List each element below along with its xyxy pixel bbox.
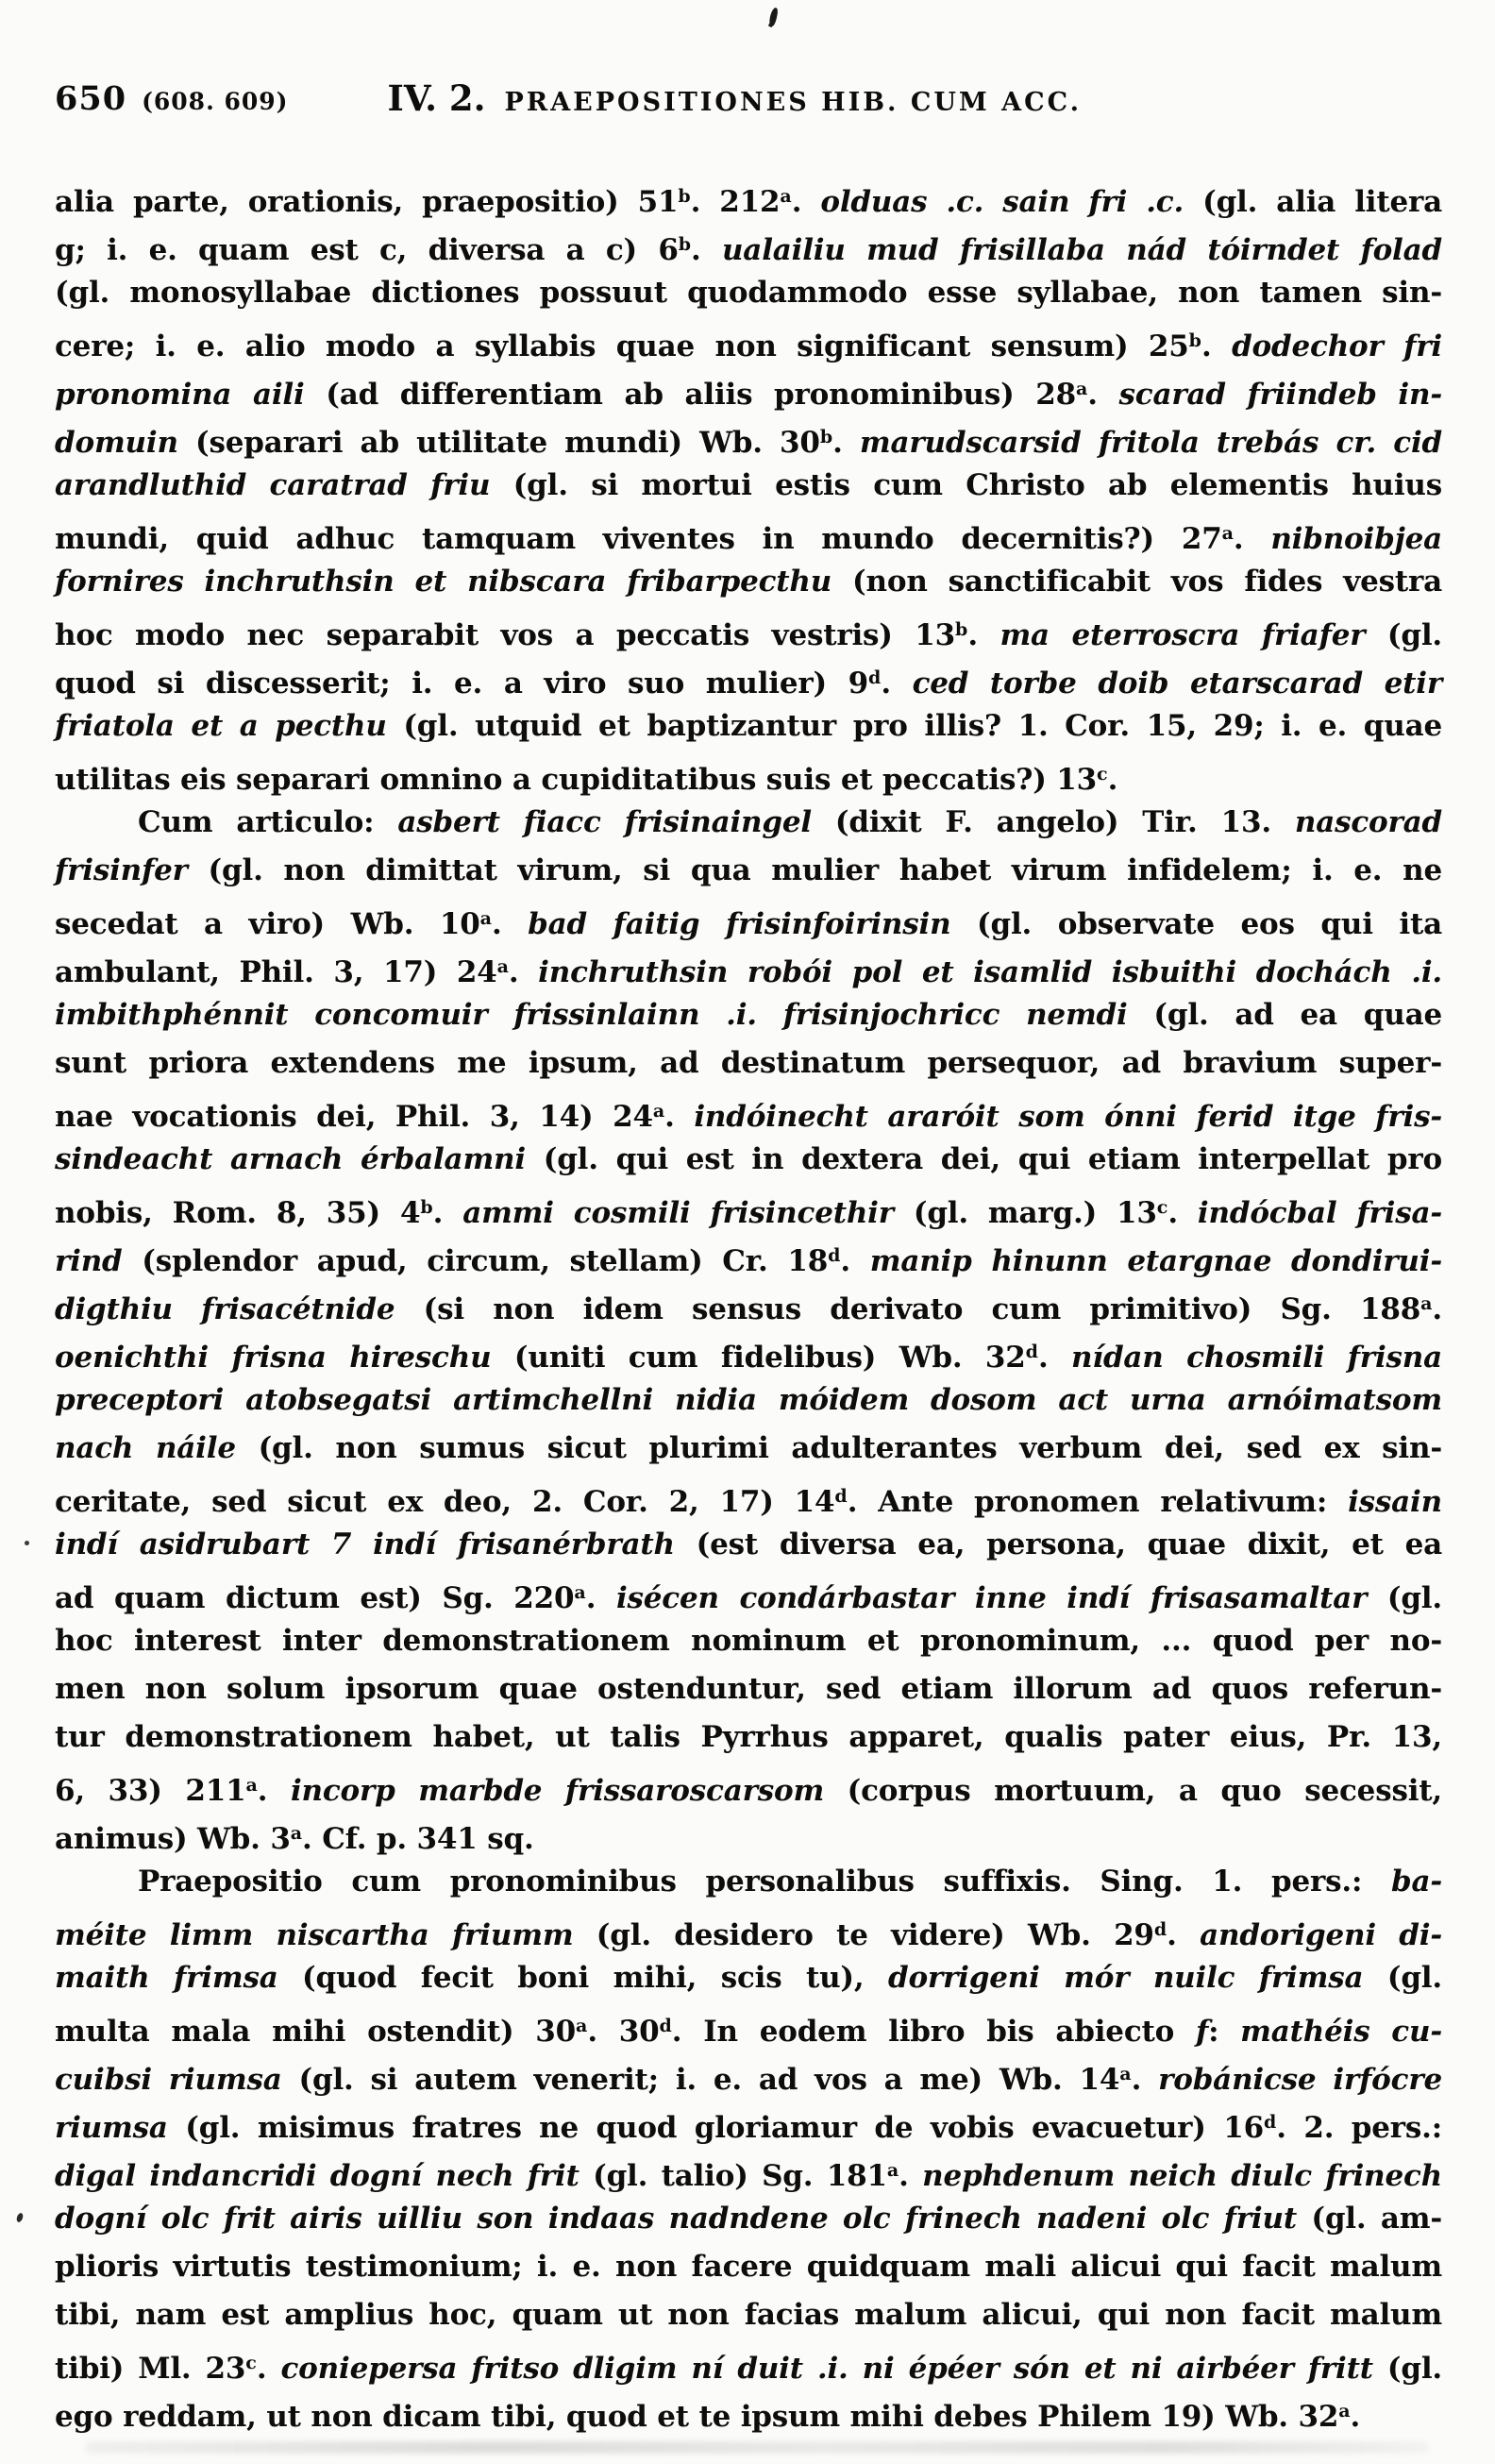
irish-phrase: inchruthsin robói pol et isamlid isbuithi dochách .i. <box>538 955 1443 989</box>
irish-phrase: olduas .c. sain fri .c. <box>820 185 1184 219</box>
latin-text: (gl. <box>1372 2352 1442 2386</box>
text-block <box>55 173 1442 2436</box>
text-line <box>55 1521 1442 1569</box>
folio-superscript: b <box>678 234 692 255</box>
irish-phrase: méite limm niscartha friumm <box>55 1918 574 1952</box>
irish-phrase: ba- <box>1390 1865 1442 1899</box>
latin-text: . <box>1432 1292 1442 1326</box>
text-line <box>55 1713 1442 1762</box>
folio-superscript: a <box>496 956 509 977</box>
latin-text: (gl. utquid et baptizantur pro illis? 1. Cor. 15, 29; i. e. quae <box>386 709 1442 743</box>
latin-text: . 212 <box>690 185 781 219</box>
text-line <box>55 2099 1442 2147</box>
text-line <box>55 510 1442 558</box>
irish-phrase: nach náile <box>55 1431 236 1465</box>
irish-phrase: sindeacht arnach érbalamni <box>55 1142 526 1176</box>
latin-text: (est diversa ea, persona, quae dixit, et ea <box>674 1527 1442 1561</box>
latin-text: (gl. monosyllabae dictiones possuut quodammodo esse syllabae, non tamen sin- <box>55 276 1442 310</box>
latin-text: secedat a viro) Wb. 10 <box>55 907 480 941</box>
latin-text: (gl. <box>1363 1961 1442 1995</box>
irish-phrase: fornires inchruthsin et nibscara fribarpecthu <box>55 565 832 599</box>
running-header <box>55 79 1442 127</box>
latin-text: (gl. misimus fratres ne quod gloriamur de vobis evacuetur) 16 <box>167 2111 1264 2145</box>
latin-text: (uniti cum fidelibus) Wb. 32 <box>491 1341 1026 1375</box>
irish-phrase: isécen condárbastar inne indí frisasamaltar <box>615 1581 1368 1615</box>
latin-text: . <box>432 1196 463 1230</box>
latin-text: plioris virtutis testimonium; i. e. non facere quidquam mali alicui qui facit malum <box>55 2250 1442 2284</box>
latin-text: . <box>791 185 821 219</box>
folio-superscript: a <box>652 1101 665 1122</box>
text-line <box>55 1184 1442 1232</box>
irish-phrase: cuibsi riumsa <box>55 2063 282 2097</box>
latin-text: . <box>664 1100 695 1134</box>
text-line <box>55 799 1442 847</box>
latin-text: . <box>832 426 860 460</box>
latin-text: g; i. e. quam est c, diversa a c) 6 <box>55 233 679 267</box>
irish-phrase: scarad friindeb in- <box>1118 378 1443 412</box>
folio-superscript: d <box>834 1486 848 1507</box>
latin-text: . <box>1167 1918 1201 1952</box>
latin-text: ceritate, sed sicut ex deo, 2. Cor. 2, 17) 14 <box>55 1485 835 1519</box>
folio-superscript: d <box>868 667 882 688</box>
folio-superscript: c <box>1097 764 1108 785</box>
ink-speck-top <box>768 7 779 26</box>
irish-phrase: mathéis cu- <box>1240 2015 1442 2049</box>
latin-text: . <box>1350 2400 1361 2434</box>
text-line <box>55 1858 1442 1906</box>
latin-text: (gl. am- <box>1296 2202 1443 2236</box>
text-line <box>55 2339 1442 2388</box>
folio-superscript: a <box>479 908 492 929</box>
irish-phrase: domuin <box>55 426 178 460</box>
latin-text: cere; i. e. alio modo a syllabis quae non significant sensum) 25 <box>55 329 1189 363</box>
irish-phrase: nibnoibjea <box>1270 522 1443 556</box>
irish-phrase: indóinecht araróit som ónni ferid itge fris- <box>694 1100 1442 1134</box>
ink-speck-left-margin-2 <box>25 1541 29 1545</box>
irish-phrase: oenichthi frisna hireschu <box>55 1341 492 1375</box>
latin-text: (separari ab utilitate mundi) Wb. 30 <box>177 426 820 460</box>
text-line <box>55 173 1442 221</box>
latin-text: . <box>840 1244 870 1278</box>
folio-superscript: a <box>886 2160 899 2181</box>
text-line <box>55 1617 1442 1665</box>
text-line <box>55 1088 1442 1136</box>
latin-text: . <box>508 955 539 989</box>
text-line <box>55 221 1442 269</box>
section-number: IV. 2. <box>387 77 486 119</box>
irish-phrase: preceptori atobsegatsi artimchellni nidia móidem dosom act urna arnóimatsom <box>55 1383 1442 1417</box>
latin-text: (gl. si autem venerit; i. e. ad vos a me) Wb. 14 <box>281 2063 1120 2097</box>
irish-phrase: andorigeni di- <box>1200 1918 1442 1952</box>
text-line <box>55 462 1442 510</box>
latin-text: 6, 33) 211 <box>55 1774 246 1808</box>
irish-phrase: ma eterroscra friafer <box>999 618 1366 652</box>
text-line <box>55 1665 1442 1713</box>
latin-text: ego reddam, ut non dicam tibi, quod et te ipsum mihi debes Philem 19) Wb. 32 <box>55 2400 1339 2434</box>
irish-phrase: pronomina aili <box>55 378 305 412</box>
text-line <box>55 654 1442 702</box>
latin-text: (gl. non dimittat virum, si qua mulier habet virum infidelem; i. e. ne <box>187 853 1442 887</box>
latin-text: ambulant, Phil. 3, 17) 24 <box>55 955 497 989</box>
irish-phrase: indócbal frisa- <box>1197 1196 1443 1230</box>
folio-superscript: d <box>1263 2112 1277 2133</box>
folio-superscript: a <box>1420 1293 1433 1314</box>
text-line <box>55 269 1442 317</box>
text-line <box>55 751 1442 799</box>
irish-phrase: frisinfer <box>55 853 188 887</box>
latin-text: alia parte, orationis, praepositio) 51 <box>55 185 679 219</box>
latin-text: . <box>881 667 913 700</box>
text-line <box>55 847 1442 895</box>
page-number: 650 <box>55 79 127 118</box>
latin-text: . <box>967 618 1000 652</box>
irish-phrase: ualailiu mud frisillaba nád tóirndet folad <box>721 233 1442 267</box>
folio-superscript: b <box>678 186 691 207</box>
text-line <box>55 2291 1442 2339</box>
latin-text: (gl. talio) Sg. 181 <box>579 2159 887 2193</box>
folio-superscript: a <box>1075 379 1088 399</box>
text-line <box>55 558 1442 606</box>
irish-phrase: issain <box>1348 1485 1442 1519</box>
folio-superscript: d <box>1153 1919 1167 1940</box>
latin-text: nae vocationis dei, Phil. 3, 14) 24 <box>55 1100 653 1134</box>
folio-superscript: d <box>828 1245 841 1266</box>
text-line <box>55 1232 1442 1280</box>
latin-text: (gl. <box>1367 1581 1442 1615</box>
folio-superscript: a <box>1119 2064 1132 2084</box>
latin-text: (gl. desidero te videre) Wb. 29 <box>573 1918 1154 1952</box>
irish-phrase: friatola et a pecthu <box>55 709 387 743</box>
ink-speck-left-margin <box>15 2212 24 2222</box>
text-line <box>55 2147 1442 2195</box>
latin-text: (non sanctificabit vos fides vestra <box>831 565 1442 599</box>
text-line <box>55 1376 1442 1425</box>
irish-phrase: indí asidrubart 7 indí frisanérbrath <box>55 1527 675 1561</box>
folio-superscript: b <box>420 1197 433 1218</box>
irish-phrase: asbert fiacc frisinaingel <box>397 805 812 839</box>
text-line <box>55 413 1442 462</box>
irish-phrase: imbithphénnit concomuir frissinlainn .i. frisinjochricc nemdi <box>55 998 1128 1032</box>
latin-text: sunt priora extendens me ipsum, ad destinatum persequor, ad bravium super- <box>55 1046 1442 1080</box>
irish-phrase: incorp marbde frissaroscarsom <box>290 1774 825 1808</box>
latin-text: (gl. <box>1365 618 1442 652</box>
irish-phrase: dodechor fri <box>1232 329 1443 363</box>
latin-text: tur demonstrationem habet, ut talis Pyrrhus apparet, qualis pater eius, Pr. 13, <box>55 1720 1442 1754</box>
latin-text: (corpus mortuum, a quo secessit, <box>824 1774 1442 1808</box>
latin-text: hoc interest inter demonstrationem nominum et pronominum, ... quod per no- <box>55 1624 1442 1658</box>
irish-phrase: digthiu frisacétnide <box>55 1292 395 1326</box>
latin-text: (si non idem sensus derivato cum primitivo) Sg. 188 <box>395 1292 1421 1326</box>
latin-text: mundi, quid adhuc tamquam viventes in mundo decernitis?) 27 <box>55 522 1222 556</box>
latin-text: (ad differentiam ab aliis pronominibus) 28 <box>304 378 1076 412</box>
latin-text: tibi) Ml. 23 <box>55 2352 246 2386</box>
text-line <box>55 895 1442 943</box>
text-line <box>55 1762 1442 1810</box>
latin-text: multa mala mihi ostendit) 30 <box>55 2015 577 2049</box>
parallel-page-numbers: (608. 609) <box>142 88 289 115</box>
folio-superscript: a <box>574 1582 586 1603</box>
latin-text: . <box>491 907 529 941</box>
irish-phrase: dorrigeni mór nuilc frimsa <box>887 1961 1364 1995</box>
latin-text: tibi, nam est amplius hoc, quam ut non facias malum alicui, qui non facit malum <box>55 2298 1442 2332</box>
latin-text: . In eodem libro bis abiecto <box>671 2015 1196 2049</box>
text-line <box>55 1039 1442 1088</box>
irish-phrase: coniepersa fritso dligim ní duit .i. ni épéer són et ni airbéer fritt <box>280 2352 1373 2386</box>
latin-text: . <box>585 1581 616 1615</box>
latin-text: (gl. si mortui estis cum Christo ab elementis huius <box>490 468 1442 502</box>
irish-phrase: nephdenum neich diulc frinech <box>922 2159 1443 2193</box>
folio-superscript: a <box>1221 523 1234 544</box>
latin-text: Praepositio cum pronominibus personalibus suffixis. Sing. 1. pers.: <box>138 1865 1391 1899</box>
latin-text: nobis, Rom. 8, 35) 4 <box>55 1196 421 1230</box>
text-line <box>55 365 1442 413</box>
latin-text: . <box>1087 378 1119 412</box>
folio-superscript: c <box>1156 1197 1168 1218</box>
irish-phrase: nídan chosmili frisna <box>1071 1341 1442 1375</box>
latin-text: . <box>1167 1196 1198 1230</box>
irish-phrase: ced torbe doib etarscarad etir <box>912 667 1442 700</box>
latin-text: (splendor apud, circum, stellam) Cr. 18 <box>122 1244 829 1278</box>
text-line <box>55 1280 1442 1328</box>
latin-text: animus) Wb. 3 <box>55 1822 291 1856</box>
folio-superscript: a <box>1338 2401 1351 2422</box>
text-line <box>55 2243 1442 2291</box>
latin-text: . <box>1107 763 1118 797</box>
latin-text: . <box>1037 1341 1072 1375</box>
text-line <box>55 1425 1442 1473</box>
irish-phrase: maith frimsa <box>55 1961 278 1995</box>
latin-text: . 30 <box>587 2015 660 2049</box>
latin-text: . Ante pronomen relativum: <box>847 1485 1349 1519</box>
irish-phrase: digal indancridi dogní nech frit <box>55 2159 580 2193</box>
latin-text: (dixit F. angelo) Tir. 13. <box>811 805 1295 839</box>
irish-phrase: f <box>1195 2015 1209 2049</box>
latin-text: quod si discesserit; i. e. a viro suo mulier) 9 <box>55 667 869 700</box>
latin-text: Cum articulo: <box>138 805 398 839</box>
scan-smudge-bottom <box>85 2441 1429 2454</box>
latin-text: . <box>899 2159 923 2193</box>
latin-text: (gl. alia litera <box>1184 185 1443 219</box>
folio-superscript: d <box>659 2016 672 2036</box>
text-line <box>55 2388 1442 2436</box>
irish-phrase: bad faitig frisinfoirinsin <box>528 907 951 941</box>
text-line <box>55 2002 1442 2051</box>
latin-text: men non solum ipsorum quae ostenduntur, sed etiam illorum ad quos referun- <box>55 1672 1442 1706</box>
text-line <box>55 1954 1442 2002</box>
text-line <box>55 2195 1442 2243</box>
latin-text: hoc modo nec separabit vos a peccatis vestris) 13 <box>55 618 956 652</box>
folio-superscript: b <box>955 619 968 640</box>
text-line <box>55 2051 1442 2099</box>
latin-text: . <box>1201 329 1233 363</box>
latin-text: . <box>1233 522 1271 556</box>
running-title-text: PRAEPOSITIONES HIB. CUM ACC. <box>504 88 1083 117</box>
latin-text: ad quam dictum est) Sg. 220 <box>55 1581 575 1615</box>
irish-phrase: arandluthid caratrad friu <box>55 468 491 502</box>
irish-phrase: robánicse irfócre <box>1158 2063 1442 2097</box>
folio-superscript: b <box>819 427 833 447</box>
folio-superscript: b <box>1188 330 1201 351</box>
folio-superscript: a <box>290 1823 303 1844</box>
latin-text: utilitas eis separari omnino a cupiditatibus suis et peccatis?) 13 <box>55 763 1097 797</box>
text-line <box>55 943 1442 991</box>
folio-superscript: a <box>245 1775 258 1796</box>
irish-phrase: nascorad <box>1294 805 1442 839</box>
latin-text: . 2. pers.: <box>1276 2111 1442 2145</box>
irish-phrase: rind <box>55 1244 123 1278</box>
latin-text: . <box>1131 2063 1159 2097</box>
irish-phrase: ammi cosmili frisincethir <box>462 1196 894 1230</box>
text-line <box>55 1569 1442 1617</box>
folio-superscript: d <box>1025 1342 1038 1362</box>
latin-text: . Cf. p. 341 sq. <box>302 1822 534 1856</box>
text-line <box>55 991 1442 1039</box>
latin-text: (quod fecit boni mihi, scis tu), <box>277 1961 888 1995</box>
running-title <box>388 77 1083 119</box>
latin-text: (gl. marg.) 13 <box>893 1196 1157 1230</box>
irish-phrase: dogní olc frit airis uilliu son indaas nadndene olc frinech nadeni olc friut <box>55 2202 1297 2236</box>
text-line <box>55 1906 1442 1954</box>
latin-text: . <box>257 1774 291 1808</box>
latin-text: (gl. qui est in dextera dei, qui etiam interpellat pro <box>525 1142 1442 1176</box>
text-line <box>55 1136 1442 1184</box>
latin-text: (gl. ad ea quae <box>1127 998 1442 1032</box>
text-line <box>55 317 1442 365</box>
irish-phrase: marudscarsid fritola trebás cr. cid <box>859 426 1443 460</box>
text-line <box>55 1810 1442 1858</box>
folio-superscript: a <box>576 2016 588 2036</box>
folio-superscript: c <box>245 2353 257 2373</box>
latin-text: . <box>691 233 722 267</box>
text-line <box>55 1328 1442 1376</box>
text-line <box>55 702 1442 751</box>
latin-text: . <box>256 2352 281 2386</box>
irish-phrase: riumsa <box>55 2111 168 2145</box>
latin-text: (gl. non sumus sicut plurimi adulterantes verbum dei, sed ex sin- <box>235 1431 1443 1465</box>
latin-text: (gl. observate eos qui ita <box>950 907 1442 941</box>
latin-text: : <box>1208 2015 1241 2049</box>
irish-phrase: manip hinunn etargnae dondirui- <box>869 1244 1442 1278</box>
folio-superscript: a <box>780 186 792 207</box>
text-line <box>55 1473 1442 1521</box>
text-line <box>55 606 1442 654</box>
